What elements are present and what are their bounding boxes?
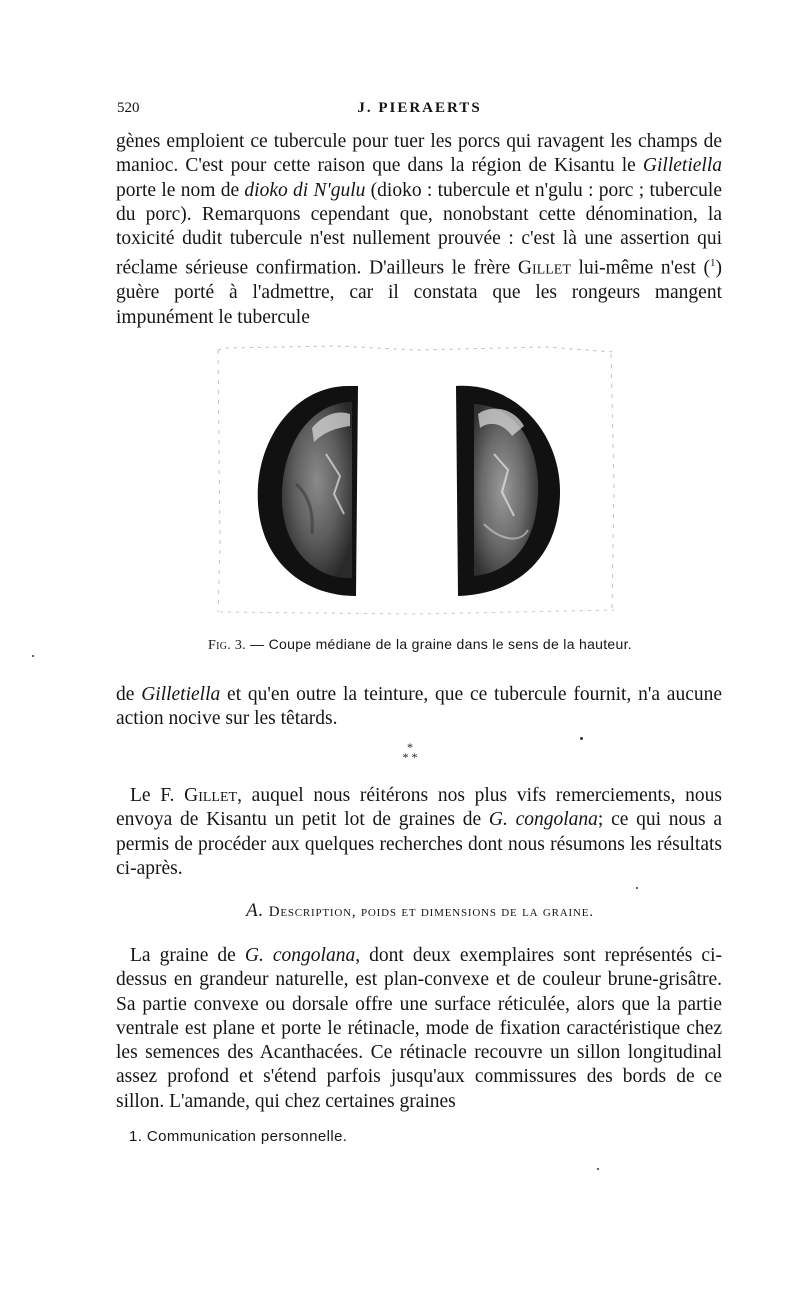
local-name: dioko di N'gulu — [244, 179, 366, 201]
paragraph-2-text-a: de — [116, 684, 142, 705]
asterism-top: * — [407, 740, 413, 754]
section-heading — [100, 900, 740, 922]
paragraph-3-text-c: ; ce qui nous a permis de procéder aux quelques recherches dont nous résumons les résultats ci-après. — [116, 809, 723, 879]
paragraph-2 — [116, 683, 722, 732]
footnote-text: Communication personnelle. — [142, 1128, 348, 1145]
person-name: Gillet — [184, 785, 238, 806]
figure-caption-text: — Coupe médiane de la graine dans le sens de la hauteur. — [245, 636, 632, 652]
scan-speck — [580, 737, 583, 740]
person-name: Gillet — [517, 257, 571, 279]
right-seed-section — [456, 386, 560, 596]
genus-name: Gilletiella — [141, 684, 221, 705]
section-title: Description, poids et dimensions de la graine. — [268, 904, 594, 920]
paragraph-4 — [116, 944, 722, 1114]
page-header — [117, 100, 722, 124]
paragraph-1-text-b: porte le nom de — [116, 179, 245, 201]
seed-section-figure — [216, 344, 616, 616]
asterism-bottom: * * — [402, 750, 418, 764]
footnote — [129, 1128, 347, 1145]
left-seed-section — [258, 386, 358, 596]
scan-speck — [597, 1168, 599, 1170]
page-number: 520 — [117, 100, 140, 116]
paragraph-4-text-b: , dont deux exemplaires sont représentés ci-dessus en grandeur naturelle, est plan-convexe et de couleur brune-grisâtre. Sa partie convexe ou dorsale offre une surface réticulée, alors que la partie ventrale est plane et porte le rétinacle, mode de fixation caractéristique chez les semences des Acanthacées. Ce rétinacle recouvre un sillon longitudinal assez profond et s'étend parfois jusqu'aux commissures des bords de ce sillon. L'amande, qui chez certaines graines — [116, 945, 722, 1112]
paragraph-3-text-b: , auquel nous réitérons nos plus vifs remerciements, nous envoya de Kisantu un petit lot de graines de — [116, 785, 722, 831]
paragraph-2-text-b: et qu'en outre la teinture, que ce tubercule fournit, n'a aucune action nocive sur les têtards. — [116, 684, 722, 730]
running-head: J. PIERAERTS — [357, 100, 482, 116]
scan-speck — [636, 887, 638, 889]
paragraph-1-text-c: (dioko : tubercule et n'gulu : porc ; tubercule du porc). Remarquons cependant que, nonobstant cette dénomination, la toxicité dudit tubercule n'est nullement prouvée : c'est là une assertion qui réclame sérieuse confirmation. D'ailleurs le frère — [116, 179, 722, 279]
paragraph-1 — [116, 130, 722, 330]
genus-name: Gilletiella — [642, 155, 722, 177]
scan-speck — [32, 655, 34, 657]
paragraph-3 — [116, 784, 722, 881]
section-letter: A. — [246, 900, 265, 921]
figure-label: Fig. 3. — [208, 638, 246, 653]
paragraph-3-text-a: Le F. — [130, 785, 185, 806]
paragraph-4-text-a: La graine de — [130, 945, 245, 966]
paragraph-1-text-e: ) guère porté à l'admettre, car il constata que les rongeurs mangent impunément le tubercule — [116, 257, 722, 328]
footnote-number: 1. — [129, 1128, 143, 1145]
species-name: G. congolana — [244, 945, 356, 966]
paragraph-1-text-d: lui-même n'est ( — [570, 257, 710, 279]
figure-caption — [150, 636, 690, 654]
footnote-reference: 1 — [710, 257, 716, 270]
asterism — [390, 742, 430, 762]
species-name: G. congolana — [488, 809, 598, 831]
paragraph-1-text-a: gènes emploient ce tubercule pour tuer les porcs qui ravagent les champs de manioc. C'est pour cette raison que dans la région de Kisantu le — [116, 131, 722, 177]
seed-section-image — [216, 344, 616, 616]
